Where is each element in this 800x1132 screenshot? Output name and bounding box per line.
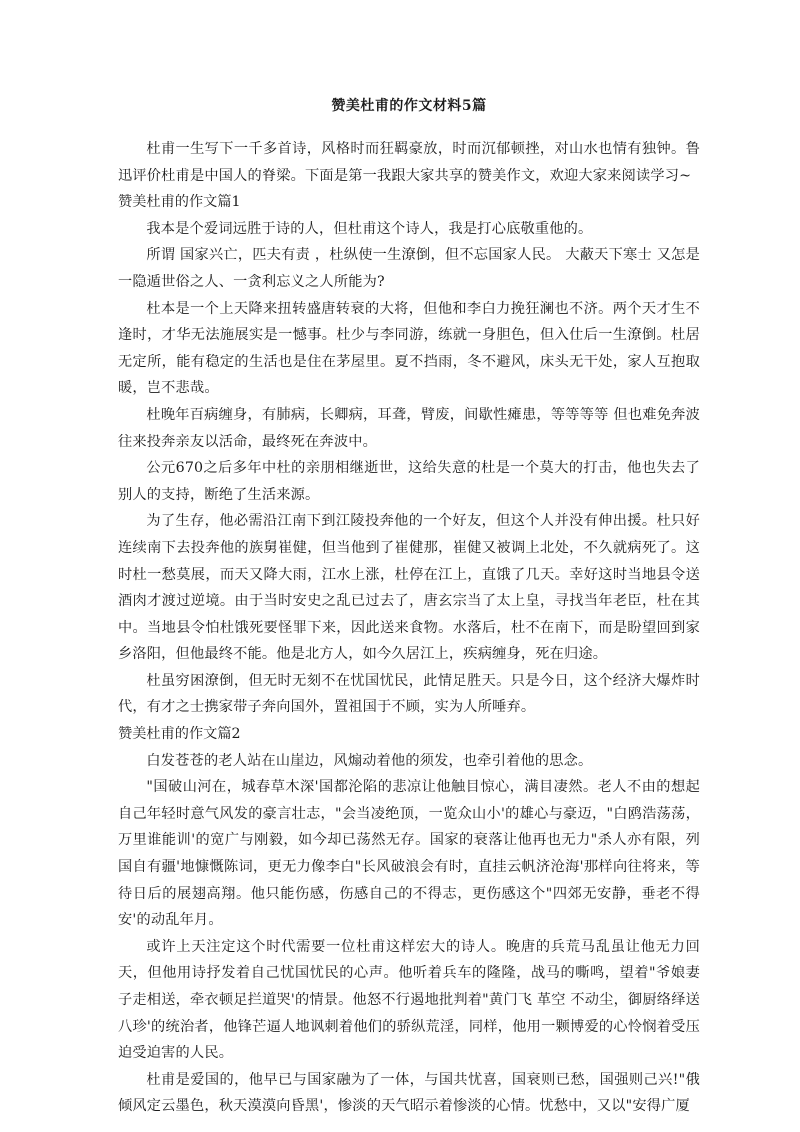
paragraph: 为了生存，他必需沿江南下到江陵投奔他的一个好友，但这个人并没有伸出援。杜只好连续南下去投奔他的族舅崔健，但当他到了崔健那，崔健又被调上北处，不久就病死了。这时杜一愁莫展，而天又降大雨，江水上涨，杜停在江上，直饿了几天。幸好这时当地县令送酒肉才渡过逆境。由于当时安史之乱已过去了，唐玄宗当了太上皇，寻找当年老臣，杜在其中。当地县令怕杜饿死要怪罪下来，因此送来食物。水落后，杜不在南下，而是盼望回到家乡洛阳，但他最终不能。他是北方人，如今久居江上，疾病缠身，死在归途。: [118, 513, 700, 663]
paragraph: 公元670之后多年中杜的亲朋相继逝世，这给失意的杜是一个莫大的打击，他也失去了别人的支持，断绝了生活来源。: [118, 460, 700, 503]
paragraph: 我本是个爱词远胜于诗的人，但杜甫这个诗人，我是打心底敬重他的。: [146, 220, 593, 237]
paragraph: 或许上天注定这个时代需要一位杜甫这样宏大的诗人。晚唐的兵荒马乱虽让他无力回天，但他用诗抒发着自己忧国忧民的心声。他听着兵车的隆隆，战马的嘶鸣，望着"爷娘妻子走相送，牵衣顿足拦道哭'的情景。他怒不行遏地批判着"黄门飞 革空 不动尘，御厨络绎送八珍'的统治者，他锋芒逼人地讽刺着他们的骄纵荒淫，同样，他用一颗博爱的心怜悯着受压迫受迫害的人民。: [118, 938, 700, 1062]
document-title: 赞美杜甫的作文材料5篇: [331, 98, 487, 114]
paragraph: 杜本是一个上天降来扭转盛唐转衰的大将，但他和李白力挽狂澜也不济。两个天才生不逢时，才华无法施展实是一憾事。杜少与李同游，练就一身胆色，但入仕后一生潦倒。杜居无定所，能有稳定的生活也是住在茅屋里。夏不挡雨，冬不避风，床头无干处，家人互抱取暖，岂不悲哉。: [118, 300, 700, 397]
paragraph: "国破山河在，城春草木深'国都沦陷的悲凉让他触目惊心，满目凄然。老人不由的想起自己年轻时意气风发的豪言壮志，"会当凌绝顶，一览众山小'的雄心与豪迈，"白鸥浩荡荡，万里谁能训'的宽广与刚毅，如今却已荡然无存。国家的衰落让他再也无力"杀人亦有限，列国自有疆'地慷慨陈词，更无力像李白"长风破浪会有时，直挂云帆济沧海'那样向往将来，等待日后的展翅高翔。他只能伤感，伤感自己的不得志，更伤感这个"四郊无安静，垂老不得安'的动乱年月。: [118, 779, 700, 929]
paragraph: 杜甫是爱国的，他早已与国家融为了一体，与国共忧喜，国衰则已愁，国强则己兴!"俄倾风定云墨色，秋天漠漠向昏黑'，惨淡的天气昭示着惨淡的心情。忧愁中，又以"安得广厦: [118, 1071, 700, 1115]
paragraph: 所谓 国家兴亡，匹夫有责 ，杜纵使一生潦倒，但不忘国家人民。 大蔽天下寒士 又怎是一隐遁世俗之人、一贪利忘义之人所能为?: [118, 247, 700, 290]
section-heading: 赞美杜甫的作文篇2: [118, 726, 241, 743]
document-body: [118, 136, 700, 1120]
section-heading: 赞美杜甫的作文篇1: [118, 194, 241, 211]
paragraph: 杜虽穷困潦倒，但无时无刻不在忧国忧民，此情足胜天。只是今日，这个经济大爆炸时代，有才之士携家带子奔向国外，置祖国于不顾，实为人所唾弃。: [118, 672, 700, 716]
paragraph: 杜甫一生写下一千多首诗，风格时而狂羁豪放，时而沉郁顿挫，对山水也情有独钟。鲁迅评价杜甫是中国人的脊梁。下面是第一我跟大家共享的赞美作文，欢迎大家来阅读学习~: [118, 141, 700, 184]
paragraph: 白发苍苍的老人站在山崖边，风煽动着他的须发，也牵引着他的思念。: [146, 752, 593, 769]
paragraph: 杜晚年百病缠身，有肺病，长卿病，耳聋，臂废，间歇性瘫患，等等等等 但也难免奔波往来投奔亲友以活命，最终死在奔波中。: [118, 406, 700, 450]
